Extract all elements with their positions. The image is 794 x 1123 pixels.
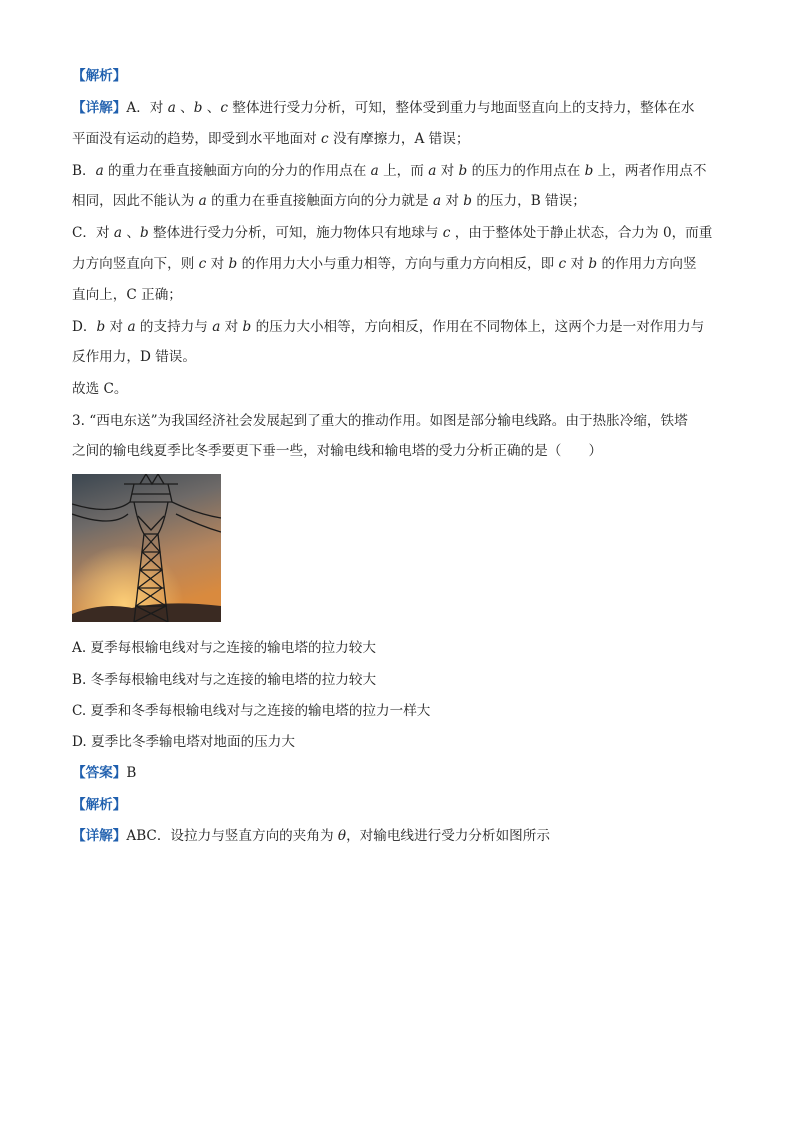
explanation-line-6: 力方向竖直向下，则 c 对 b 的作用力大小与重力相等，方向与重力方向相反，即 c 对 b 的作用力方向竖 [72, 256, 697, 272]
question-stem-line-2: 之间的输电线夏季比冬季要更下垂一些，对输电线和输电塔的受力分析正确的是（ ） [72, 443, 603, 459]
analysis-heading: 【解析】 [72, 68, 127, 84]
option-a: A. 夏季每根输电线对与之连接的输电塔的拉力较大 [72, 640, 376, 656]
explanation-line-3: B．a 的重力在垂直接触面方向的分力的作用点在 a 上，而 a 对 b 的压力的作用点在 b 上，两者作用点不 [72, 163, 707, 179]
explanation-line-2: 平面没有运动的趋势，即受到水平地面对 c 没有摩擦力，A 错误； [72, 131, 470, 147]
answer-heading: 【答案】 [72, 765, 127, 781]
option-d: D. 夏季比冬季输电塔对地面的压力大 [72, 734, 295, 750]
transmission-tower-photo [72, 474, 221, 622]
explanation-line-8: D．b 对 a 的支持力与 a 对 b 的压力大小相等，方向相反，作用在不同物体上，这两个力是一对作用力与 [72, 319, 705, 335]
explanation-line-5: C．对 a 、b 整体进行受力分析，可知，施力物体只有地球与 c ，由于整体处于静止状态，合力为 0，而重 [72, 225, 713, 241]
question-stem-line-1: 3. “西电东送”为我国经济社会发展起到了重大的推动作用。如图是部分输电线路。由于热胀冷缩，铁塔 [72, 413, 688, 429]
answer-line [72, 763, 732, 783]
option-c: C. 夏季和冬季每根输电线对与之连接的输电塔的拉力一样大 [72, 703, 431, 719]
explanation-line-4: 相同，因此不能认为 a 的重力在垂直接触面方向的分力就是 a 对 b 的压力，B 错误； [72, 193, 586, 209]
conclusion: 故选 C。 [72, 381, 128, 397]
option-b: B. 冬季每根输电线对与之连接的输电塔的拉力较大 [72, 672, 377, 688]
explanation-line-9: 反作用力，D 错误。 [72, 349, 196, 365]
detail-line-2: 【详解】ABC．设拉力与竖直方向的夹角为 θ，对输电线进行受力分析如图所示 [72, 828, 550, 844]
answer-value: B [126, 765, 137, 781]
analysis-heading-2: 【解析】 [72, 797, 127, 813]
explanation-line-7: 直向上，C 正确； [72, 287, 182, 303]
explanation-line-1: 【详解】A．对 a 、b 、c 整体进行受力分析，可知，整体受到重力与地面竖直向上的支持力，整体在水 [72, 100, 695, 116]
detail-heading: 【详解】 [72, 100, 127, 116]
detail-heading-2: 【详解】 [72, 828, 127, 844]
